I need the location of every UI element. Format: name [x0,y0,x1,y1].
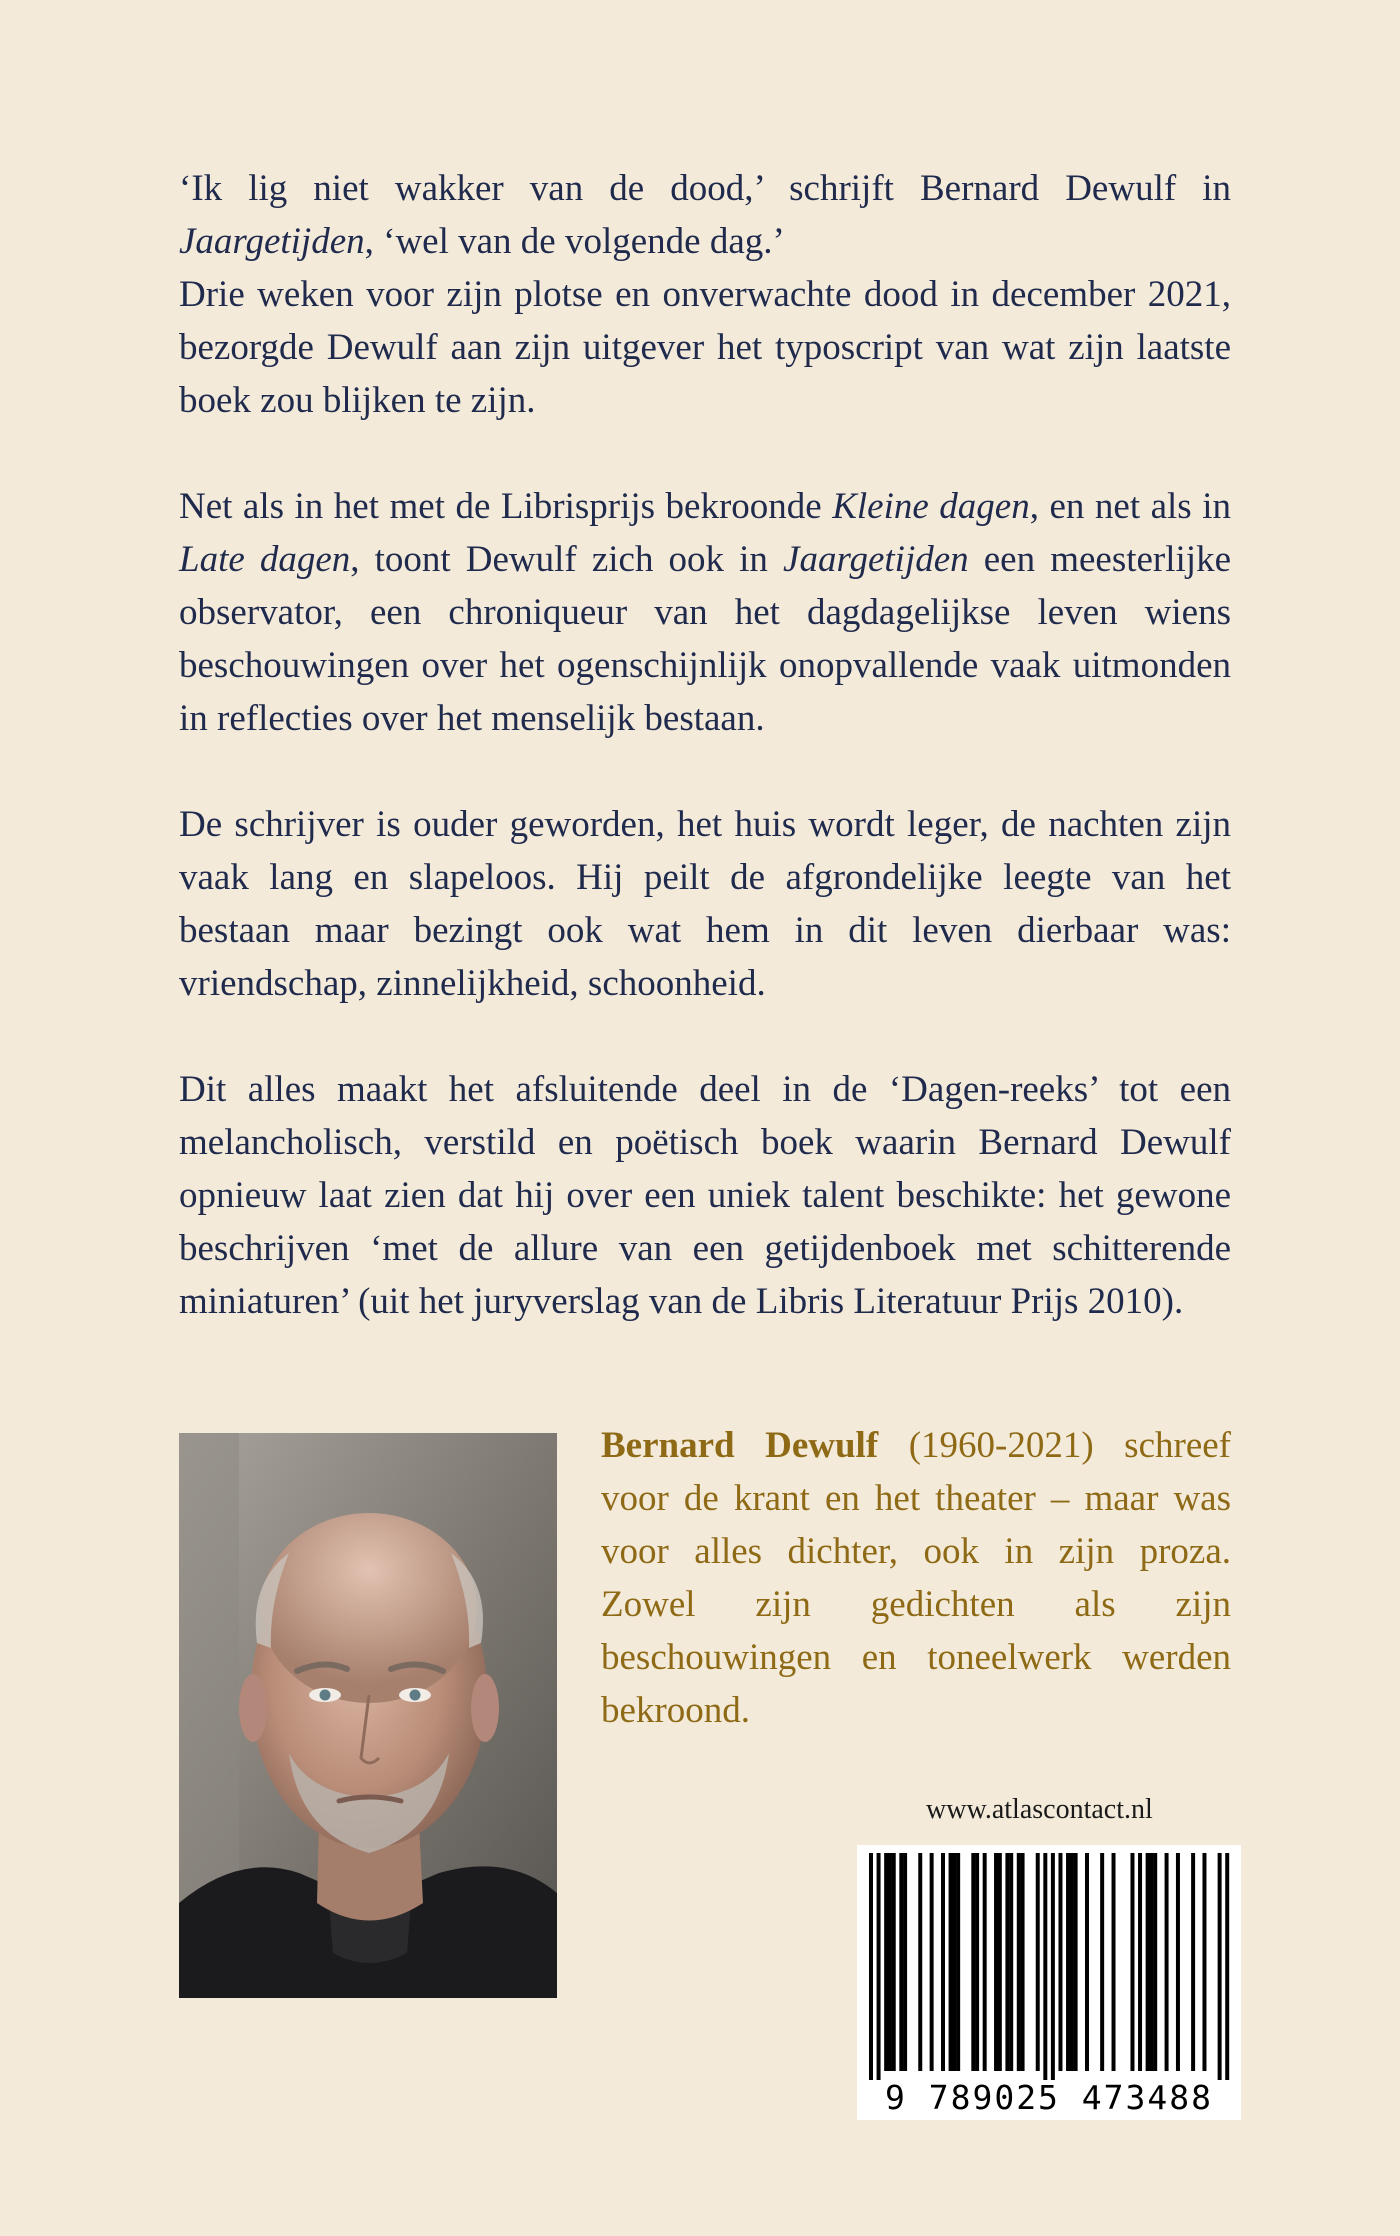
barcode-bar [903,1853,907,2071]
barcode-bar [1036,1853,1040,2071]
barcode-bar [899,1853,903,2071]
barcode-bar [1070,1853,1074,2071]
barcode-bar [1202,1853,1206,2071]
barcode-bar [918,1853,922,2071]
barcode-bar [1017,1853,1021,2071]
blurb-paragraph-4: Dit alles maakt het afsluitende deel in de ‘Dagen-reeks’ tot een melancholisch, verstild en poëtisch boek waarin Bernard Dewulf opnieuw laat zien dat hij over een uniek talent beschikte: het gewone beschrijven ‘met de allure van een getijdenboek met schitterende miniaturen’ (uit het juryverslag van de Libris Literatuur Prijs 2010). [179,1069,1231,1322]
barcode-bar [1165,1853,1169,2071]
barcode-bar [877,1853,881,2085]
author-bio [601,1419,1231,1737]
barcode-bar [1021,1853,1025,2071]
barcode-bar [1100,1853,1104,2071]
barcode-bar [941,1853,945,2071]
barcode-bar [1176,1853,1180,2071]
barcode-bar [884,1853,888,2071]
barcode-bar [1191,1853,1195,2071]
barcode-bar [1051,1853,1055,2085]
barcode-bar [1074,1853,1078,2071]
barcode-bar [1085,1853,1089,2071]
barcode-bar [1225,1853,1229,2085]
isbn-number: 9 789025 473488 [857,2080,1241,2116]
blurb-paragraph-1: Drie weken voor zijn plotse en onverwachte dood in december 2021, bezorgde Dewulf aan zijn uitgever het typoscript van wat zijn laatste boek zou blijken te zijn. [179,274,1231,421]
barcode-bar [1153,1853,1157,2071]
back-cover-blurb [179,162,1231,1381]
barcode-bar [888,1853,892,2071]
barcode-bars [857,1845,1241,2085]
barcode-bar [1043,1853,1047,2085]
barcode-bar [1009,1853,1013,2071]
barcode-bar [983,1853,987,2071]
barcode-bar [869,1853,873,2085]
barcode-bar [994,1853,998,2071]
blurb-quote: ‘Ik lig niet wakker van de dood,’ schrijft Bernard Dewulf in Jaargetijden, ‘wel van de volgende dag.’ [179,168,1231,262]
barcode-bar [971,1853,975,2071]
barcode-bar [1112,1853,1116,2071]
barcode-bar [998,1853,1002,2071]
barcode-bar [1146,1853,1150,2071]
author-photo [179,1433,557,1998]
barcode-bar [1058,1853,1062,2071]
barcode-bar [956,1853,960,2071]
isbn-barcode [857,1845,1241,2120]
barcode-bar [892,1853,896,2071]
barcode-bar [1218,1853,1222,2085]
barcode-bar [949,1853,953,2071]
barcode-bar [1138,1853,1142,2071]
barcode-bar [1130,1853,1134,2071]
barcode-bar [1005,1853,1009,2071]
blurb-paragraph-3: De schrijver is ouder geworden, het huis wordt leger, de nachten zijn vaak lang en slapeloos. Hij peilt de afgrondelijke leegte van het bestaan maar bezingt ook wat hem in dit leven dierbaar was: vriendschap, zinnelijkheid, schoonheid. [179,804,1231,1004]
barcode-bar [1149,1853,1153,2071]
blurb-paragraph-2: Net als in het met de Librisprijs bekroonde Kleine dagen, en net als in Late dagen, toont Dewulf zich ook in Jaargetijden een meesterlijke observator, een chroniqueur van het dagdagelijkse leven wiens beschouwingen over het ogenschijnlijk onopvallende vaak uitmonden in reflecties over het menselijk bestaan. [179,486,1232,739]
author-bio-text: (1960-2021) schreef voor de krant en het theater – maar was voor alles dichter, ook in zijn proza. Zowel zijn gedichten als zijn beschouwingen en toneelwerk werden bekroond. [601,1425,1231,1731]
publisher-website[interactable]: www.atlascontact.nl [926,1794,1153,1825]
barcode-bar [952,1853,956,2071]
barcode-bar [930,1853,934,2071]
barcode-bar [975,1853,979,2071]
author-name: Bernard Dewulf [601,1425,879,1466]
barcode-bar [1066,1853,1070,2071]
